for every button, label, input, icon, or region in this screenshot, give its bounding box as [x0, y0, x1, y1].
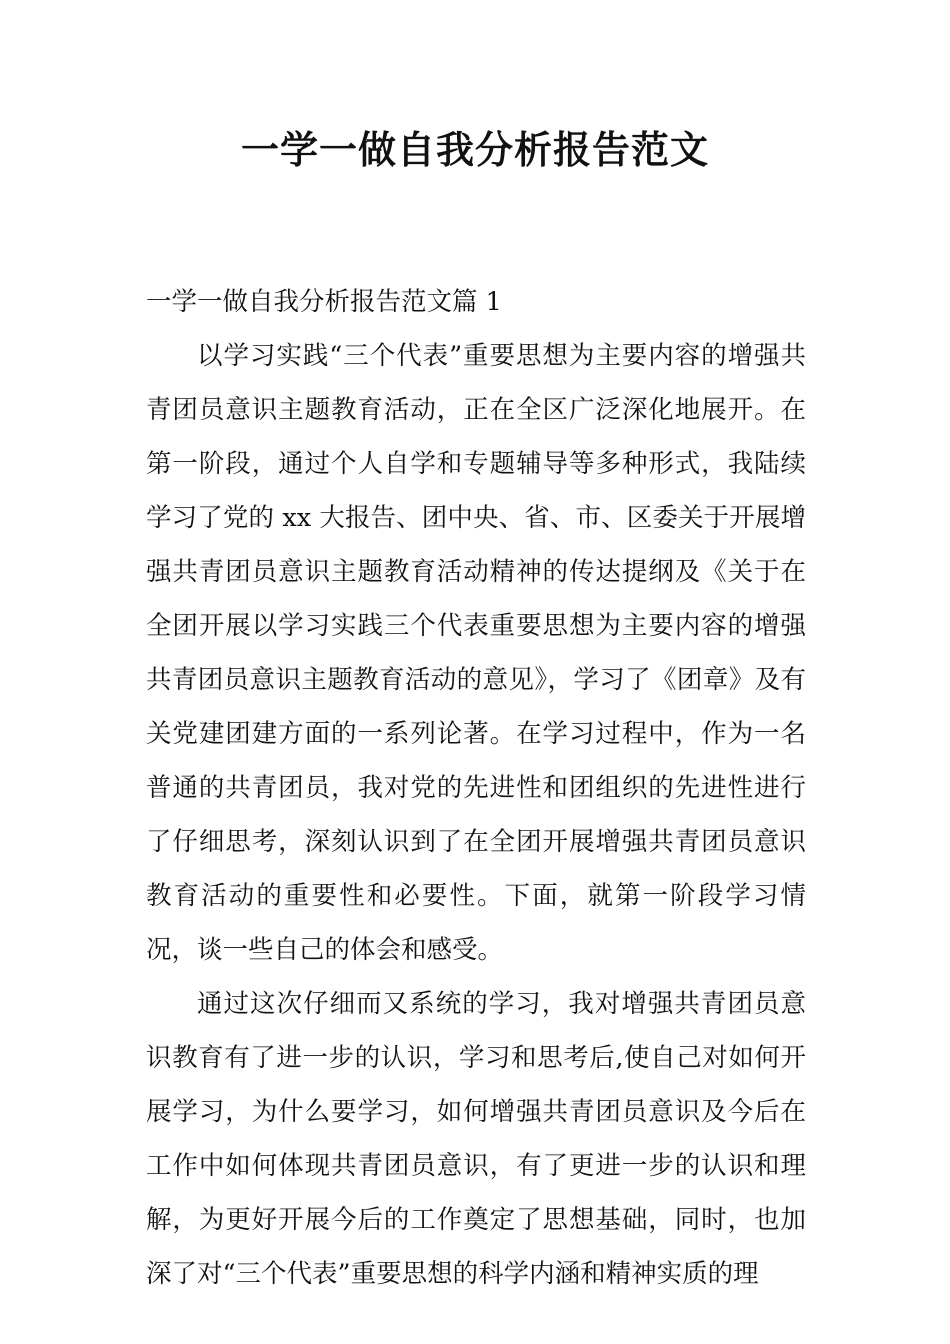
body-paragraph-1: 以学习实践“三个代表”重要思想为主要内容的增强共青团员意识主题教育活动，正在全区广泛深化地展开。在第一阶段，通过个人自学和专题辅导等多种形式，我陆续学习了党的 xx 大报告、团中央、省、市、区委关于开展增强共青团员意识主题教育活动精神的传达提纲及《关于在全团开展以学习实践三个代表重要思想为主要内容的增强共青团员意识主题教育活动的意见》，学习了《团章》及有关党建团建方面的一系列论著。在学习过程中，作为一名普通的共青团员，我对党的先进性和团组织的先进性进行了仔细思考，深刻认识到了在全团开展增强共青团员意识教育活动的重要性和必要性。下面，就第一阶段学习情况，谈一些自己的体会和感受。: [146, 341, 806, 965]
section-heading: 一学一做自我分析报告范文篇 1: [146, 287, 502, 317]
document-body: [146, 275, 806, 1301]
document-title: 一学一做自我分析报告范文: [240, 128, 709, 172]
body-paragraph-2: 通过这次仔细而又系统的学习，我对增强共青团员意识教育有了进一步的认识，学习和思考后,使自己对如何开展学习，为什么要学习，如何增强共青团员意识及今后在工作中如何体现共青团员意识，有了更进一步的认识和理解，为更好开展今后的工作奠定了思想基础，同时，也加深了对“三个代表”重要思想的科学内涵和精神实质的理: [146, 989, 806, 1289]
